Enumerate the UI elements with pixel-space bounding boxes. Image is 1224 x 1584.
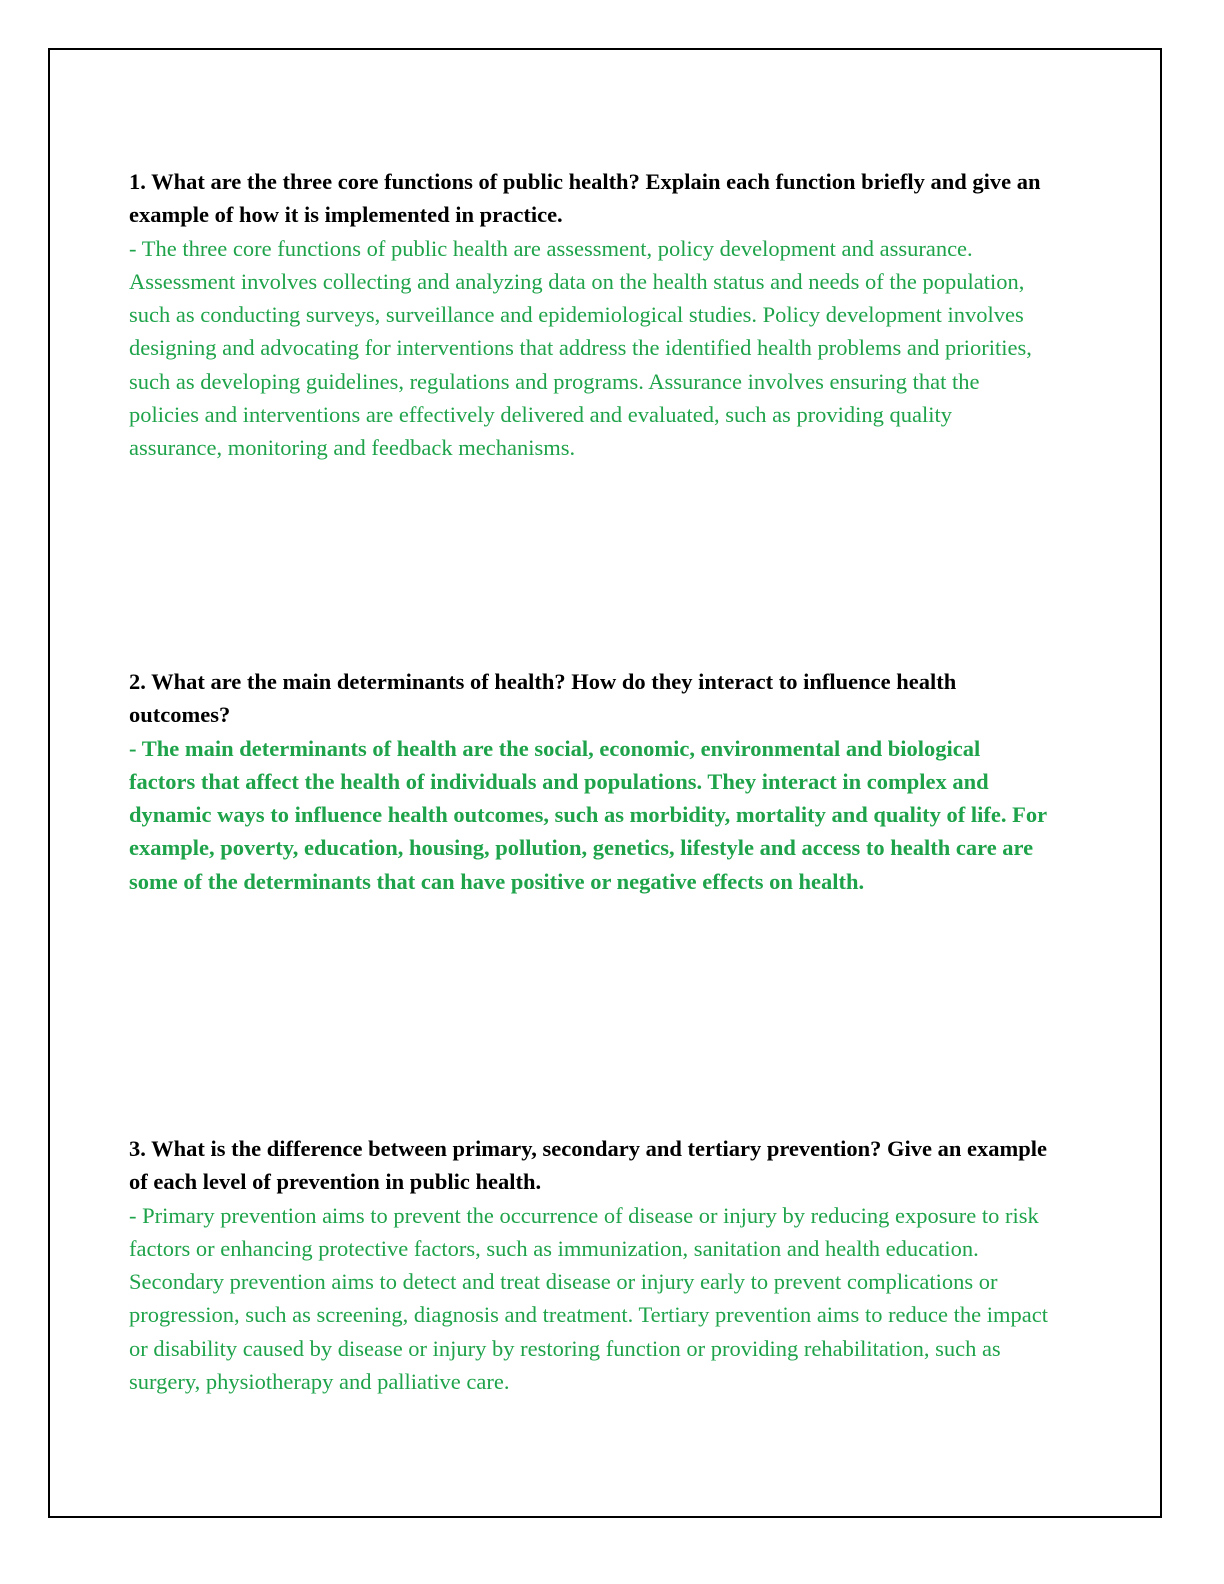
question-1: 1. What are the three core functions of public health? Explain each function briefly and give an example of how it is implemented in practice.	[129, 169, 1041, 228]
question-3: 3. What is the difference between primary, secondary and tertiary prevention? Give an example of each level of prevention in public health.	[129, 1136, 1048, 1195]
qa-block-1	[129, 165, 1049, 465]
answer-3: - Primary prevention aims to prevent the occurrence of disease or injury by reducing exposure to risk factors or enhancing protective factors, such as immunization, sanitation and health education. Secondary prevention aims to detect and treat disease or injury early to prevent complications or progression, such as screening, diagnosis and treatment. Tertiary prevention aims to reduce the impact or disability caused by disease or injury by restoring function or providing rehabilitation, such as surgery, physiotherapy and palliative care.	[129, 1202, 1048, 1395]
qa-block-3	[129, 1132, 1049, 1398]
qa-block-2	[129, 665, 1049, 898]
answer-1: - The three core functions of public health are assessment, policy development and assurance. Assessment involves collecting and analyzing data on the health status and needs of the population, such as conducting surveys, surveillance and epidemiological studies. Policy development involves designing and advocating for interventions that address the identified health problems and priorities, such as developing guidelines, regulations and programs. Assurance involves ensuring that the policies and interventions are effectively delivered and evaluated, such as providing quality assurance, monitoring and feedback mechanisms.	[129, 235, 1032, 461]
question-2: 2. What are the main determinants of health? How do they interact to influence health outcomes?	[129, 669, 957, 728]
answer-2: - The main determinants of health are the social, economic, environmental and biological factors that affect the health of individuals and populations. They interact in complex and dynamic ways to influence health outcomes, such as morbidity, mortality and quality of life. For example, poverty, education, housing, pollution, genetics, lifestyle and access to health care are some of the determinants that can have positive or negative effects on health.	[129, 735, 1047, 894]
